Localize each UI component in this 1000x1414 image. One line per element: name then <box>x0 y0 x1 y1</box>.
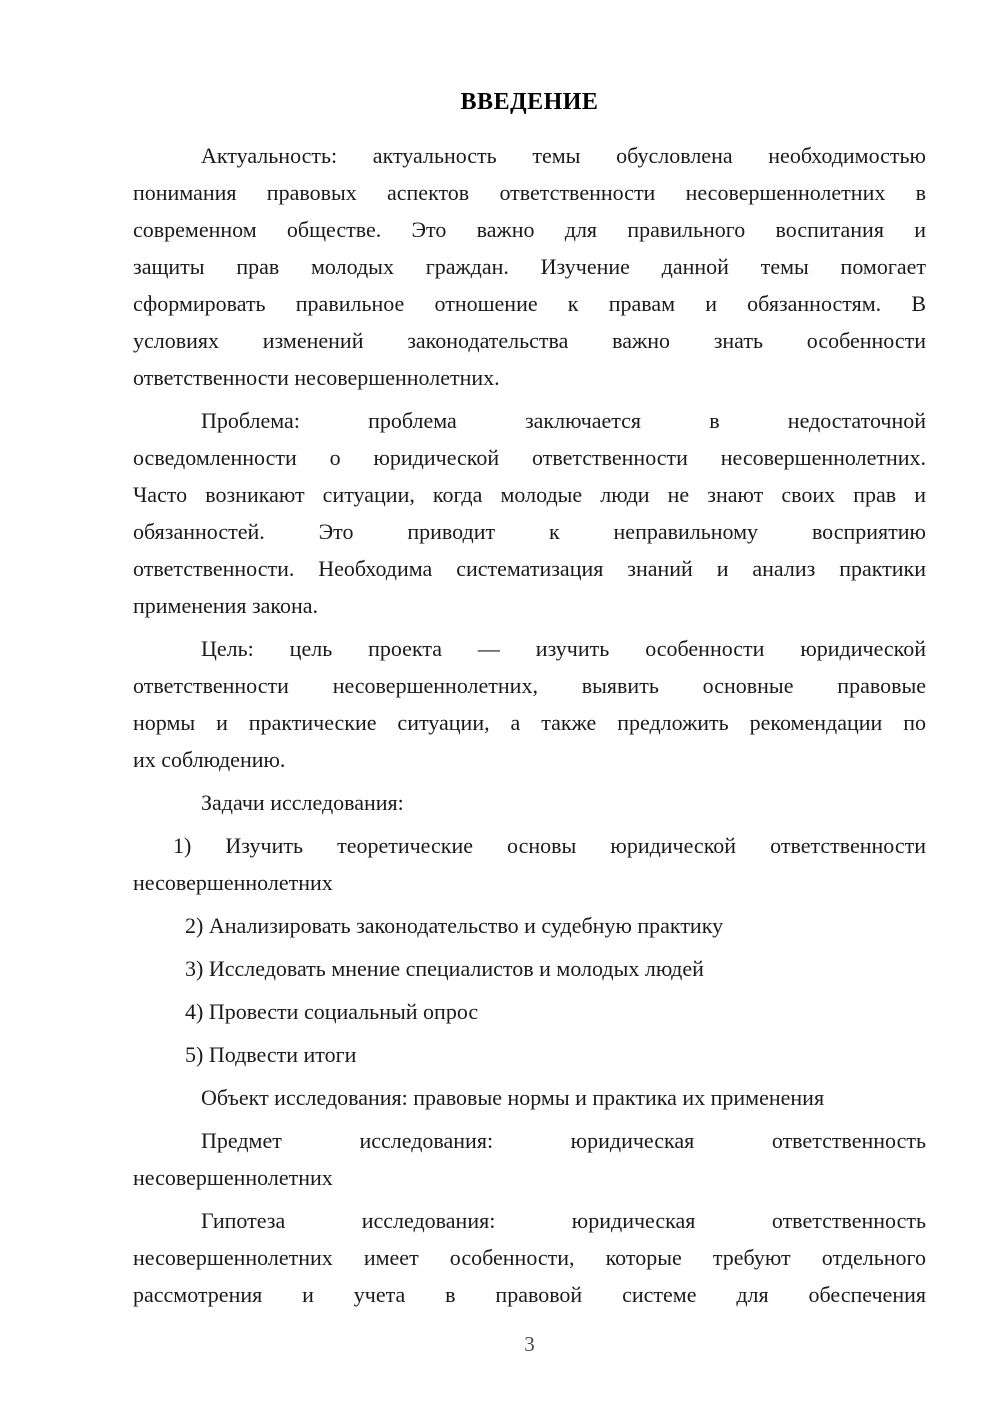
text-line: 4) Провести социальный опрос <box>185 999 479 1024</box>
paragraph-hypothesis <box>133 1202 926 1313</box>
paragraph-research-object <box>133 1079 926 1116</box>
text-line: нормы и практические ситуации, а также предложить рекомендации по <box>133 710 926 735</box>
text-line: ответственности несовершеннолетних, выявить основные правовые <box>133 673 926 698</box>
text-line: Объект исследования: правовые нормы и практика их применения <box>201 1085 825 1110</box>
text-line: Часто возникают ситуации, когда молодые люди не знают своих прав и <box>133 482 926 507</box>
text-line: 1) Изучить теоретические основы юридической ответственности <box>173 833 926 858</box>
page-content <box>133 84 926 1319</box>
text-line: защиты прав молодых граждан. Изучение данной темы помогает <box>133 254 926 279</box>
text-line: осведомленности о юридической ответственности несовершеннолетних. <box>133 445 926 470</box>
paragraph-problem <box>133 402 926 624</box>
paragraph-actuality <box>133 137 926 396</box>
task-item-4 <box>133 993 926 1030</box>
text-line: Актуальность: актуальность темы обусловлена необходимостью <box>201 143 926 168</box>
text-line: Предмет исследования: юридическая ответственность <box>201 1128 926 1153</box>
text-line: ответственности. Необходима систематизация знаний и анализ практики <box>133 556 926 581</box>
text-line: их соблюдению. <box>133 747 286 772</box>
paragraph-goal <box>133 630 926 778</box>
paragraph-tasks-heading <box>133 784 926 821</box>
text-line: применения закона. <box>133 593 319 618</box>
text-line: 5) Подвести итоги <box>185 1042 357 1067</box>
text-line: обязанностей. Это приводит к неправильному восприятию <box>133 519 926 544</box>
text-line: Задачи исследования: <box>201 790 404 815</box>
text-line: 3) Исследовать мнение специалистов и молодых людей <box>185 956 704 981</box>
text-line: Гипотеза исследования: юридическая ответственность <box>201 1208 926 1233</box>
task-item-3 <box>133 950 926 987</box>
page-number: 3 <box>524 1332 535 1356</box>
text-line: рассмотрения и учета в правовой системе для обеспечения <box>133 1282 926 1307</box>
text-line: сформировать правильное отношение к правам и обязанностям. В <box>133 291 926 316</box>
text-line: условиях изменений законодательства важно знать особенности <box>133 328 926 353</box>
text-line: ответственности несовершеннолетних. <box>133 365 500 390</box>
text-line: несовершеннолетних <box>133 1165 333 1190</box>
task-item-1 <box>133 827 926 901</box>
task-item-2 <box>133 907 926 944</box>
section-heading: ВВЕДЕНИЕ <box>460 89 599 115</box>
text-line: понимания правовых аспектов ответственности несовершеннолетних в <box>133 180 926 205</box>
task-item-5 <box>133 1036 926 1073</box>
text-line: Проблема: проблема заключается в недостаточной <box>201 408 926 433</box>
text-line: современном обществе. Это важно для правильного воспитания и <box>133 217 926 242</box>
text-line: несовершеннолетних <box>133 870 333 895</box>
text-line: Цель: цель проекта — изучить особенности юридической <box>201 636 926 661</box>
text-line: 2) Анализировать законодательство и судебную практику <box>185 913 724 938</box>
paragraph-research-subject <box>133 1122 926 1196</box>
text-line: несовершеннолетних имеет особенности, которые требуют отдельного <box>133 1245 926 1270</box>
